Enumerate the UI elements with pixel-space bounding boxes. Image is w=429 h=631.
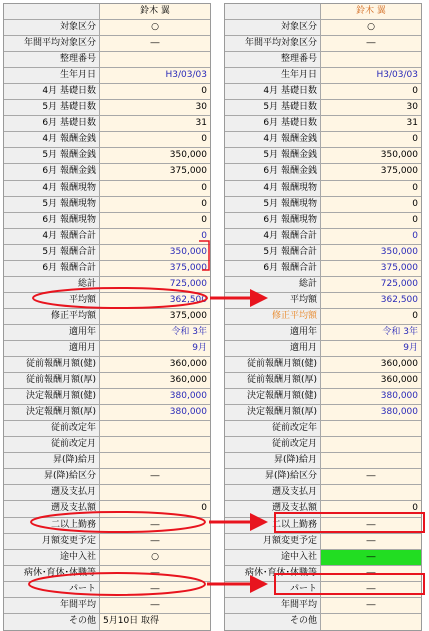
field-label: 決定報酬月額(厚) xyxy=(4,405,100,420)
field-label: 従前改定月 xyxy=(225,437,321,452)
field-row xyxy=(225,501,421,517)
field-value[interactable]: 725,000 xyxy=(321,277,421,292)
field-value[interactable]: 375,000 xyxy=(321,261,421,276)
field-label: 6月 報酬合計 xyxy=(225,261,321,276)
field-label: 5月 基礎日数 xyxy=(225,100,321,115)
field-value[interactable] xyxy=(100,421,210,436)
field-row xyxy=(4,100,210,116)
field-label: 適用年 xyxy=(4,325,100,340)
field-row xyxy=(4,550,210,566)
field-label: 4月 報酬金銭 xyxy=(225,132,321,147)
field-label: 6月 基礎日数 xyxy=(225,116,321,131)
field-value[interactable]: 0 xyxy=(100,197,210,212)
field-row xyxy=(4,68,210,84)
field-row xyxy=(4,148,210,164)
field-label: その他 xyxy=(4,614,100,630)
field-value[interactable]: ― xyxy=(100,518,210,533)
field-value[interactable]: ― xyxy=(100,598,210,613)
field-value[interactable]: 31 xyxy=(100,116,210,131)
field-row xyxy=(225,197,421,213)
field-label: 遡及支払額 xyxy=(225,501,321,516)
field-row xyxy=(225,373,421,389)
field-row xyxy=(4,132,210,148)
field-row xyxy=(225,229,421,245)
field-row xyxy=(225,293,421,309)
name-row-label xyxy=(4,4,100,19)
field-row xyxy=(4,598,210,614)
field-label: 修正平均額 xyxy=(4,309,100,324)
field-row xyxy=(4,245,210,261)
field-value[interactable]: 9月 xyxy=(100,341,210,356)
field-label: 従前報酬月額(健) xyxy=(225,357,321,372)
field-row xyxy=(225,68,421,84)
field-value[interactable]: ― xyxy=(100,36,210,51)
field-label: 平均額 xyxy=(4,293,100,308)
field-value[interactable]: 0 xyxy=(100,213,210,228)
field-row xyxy=(225,566,421,582)
field-row xyxy=(4,357,210,373)
field-label: 従前改定年 xyxy=(4,421,100,436)
field-value[interactable] xyxy=(321,437,421,452)
field-value[interactable]: ○ xyxy=(100,20,210,35)
field-label: 遡及支払額 xyxy=(4,501,100,516)
field-label: 5月 報酬現物 xyxy=(4,197,100,212)
left-employee-grid xyxy=(3,3,211,631)
field-row xyxy=(4,485,210,501)
field-row xyxy=(4,277,210,293)
field-row xyxy=(225,36,421,52)
field-value[interactable]: 350,000 xyxy=(100,245,210,260)
field-row xyxy=(225,277,421,293)
field-row xyxy=(4,229,210,245)
field-label: 4月 報酬合計 xyxy=(4,229,100,244)
field-label: 病休･育休･休職等 xyxy=(4,566,100,581)
field-label: 従前報酬月額(厚) xyxy=(4,373,100,388)
field-value[interactable]: 360,000 xyxy=(100,373,210,388)
field-value[interactable]: 5月10日 取得 xyxy=(100,614,210,630)
field-row xyxy=(225,437,421,453)
field-label: 昇(降)給区分 xyxy=(4,469,100,484)
field-label: 整理番号 xyxy=(4,52,100,67)
field-value[interactable]: 30 xyxy=(321,100,421,115)
field-value[interactable] xyxy=(321,614,421,630)
field-label: 二以上勤務 xyxy=(4,518,100,533)
field-label: 月額変更予定 xyxy=(4,534,100,549)
field-value[interactable]: 725,000 xyxy=(100,277,210,292)
field-value[interactable] xyxy=(321,52,421,67)
field-label: 従前報酬月額(厚) xyxy=(225,373,321,388)
field-value[interactable]: 30 xyxy=(100,100,210,115)
field-row xyxy=(225,341,421,357)
field-row xyxy=(4,373,210,389)
field-row xyxy=(225,181,421,197)
field-row xyxy=(225,100,421,116)
field-label: 遡及支払月 xyxy=(4,485,100,500)
field-label: 6月 報酬現物 xyxy=(4,213,100,228)
field-value[interactable]: 0 xyxy=(100,132,210,147)
field-row xyxy=(225,550,421,566)
field-row xyxy=(225,614,421,630)
field-row xyxy=(4,614,210,630)
field-label: 6月 報酬現物 xyxy=(225,213,321,228)
field-value[interactable]: 9月 xyxy=(321,341,421,356)
field-row xyxy=(225,325,421,341)
field-value[interactable]: 0 xyxy=(321,181,421,196)
field-row xyxy=(225,245,421,261)
field-label: 生年月日 xyxy=(225,68,321,83)
field-row xyxy=(4,36,210,52)
field-row xyxy=(225,518,421,534)
field-row xyxy=(225,582,421,598)
field-row xyxy=(4,534,210,550)
field-row xyxy=(4,181,210,197)
field-value[interactable]: 0 xyxy=(321,309,421,324)
field-label: その他 xyxy=(225,614,321,630)
field-label: パート xyxy=(225,582,321,597)
field-value[interactable]: 31 xyxy=(321,116,421,131)
field-label: 決定報酬月額(健) xyxy=(4,389,100,404)
field-value[interactable]: 375,000 xyxy=(100,261,210,276)
field-value[interactable]: ○ xyxy=(100,550,210,565)
field-label: 適用月 xyxy=(4,341,100,356)
field-value[interactable]: 0 xyxy=(100,501,210,516)
field-value[interactable] xyxy=(100,485,210,500)
field-label: 従前改定年 xyxy=(225,421,321,436)
field-label: 平均額 xyxy=(225,293,321,308)
field-row xyxy=(225,405,421,421)
field-row xyxy=(4,293,210,309)
field-row xyxy=(4,453,210,469)
field-value[interactable]: ― xyxy=(321,469,421,484)
field-value[interactable]: 0 xyxy=(321,501,421,516)
field-label: 6月 報酬合計 xyxy=(4,261,100,276)
field-label: 5月 報酬現物 xyxy=(225,197,321,212)
field-label: 年間平均 xyxy=(225,598,321,613)
field-label: 月額変更予定 xyxy=(225,534,321,549)
field-label: 二以上勤務 xyxy=(225,518,321,533)
field-label: 昇(降)給月 xyxy=(225,453,321,468)
field-row xyxy=(225,469,421,485)
field-value[interactable]: 0 xyxy=(321,229,421,244)
field-value[interactable]: 0 xyxy=(321,84,421,99)
field-row xyxy=(225,534,421,550)
field-row xyxy=(225,20,421,36)
field-value[interactable]: 令和 3年 xyxy=(100,325,210,340)
field-label: 決定報酬月額(健) xyxy=(225,389,321,404)
field-value[interactable]: 380,000 xyxy=(100,389,210,404)
field-value[interactable]: H3/03/03 xyxy=(100,68,210,83)
field-label: 病休･育休･休職等 xyxy=(225,566,321,581)
field-row xyxy=(225,52,421,68)
field-label: パート xyxy=(4,582,100,597)
field-label: 途中入社 xyxy=(4,550,100,565)
field-row xyxy=(225,598,421,614)
field-value[interactable]: 令和 3年 xyxy=(321,325,421,340)
field-label: 5月 基礎日数 xyxy=(4,100,100,115)
field-label: 適用年 xyxy=(225,325,321,340)
field-row xyxy=(225,84,421,100)
field-row xyxy=(225,309,421,325)
field-value[interactable]: ○ xyxy=(321,20,421,35)
field-row xyxy=(4,197,210,213)
field-value[interactable] xyxy=(100,52,210,67)
field-value[interactable]: 0 xyxy=(100,181,210,196)
field-row xyxy=(4,421,210,437)
field-row xyxy=(4,501,210,517)
field-value[interactable]: 350,000 xyxy=(321,148,421,163)
field-value[interactable]: 362,500 xyxy=(100,293,210,308)
field-row xyxy=(225,485,421,501)
field-row xyxy=(4,52,210,68)
field-value[interactable]: ― xyxy=(100,566,210,581)
field-label: 年間平均対象区分 xyxy=(4,36,100,51)
field-label: 昇(降)給月 xyxy=(4,453,100,468)
field-value[interactable]: ― xyxy=(321,534,421,549)
field-value[interactable]: H3/03/03 xyxy=(321,68,421,83)
field-value[interactable]: 375,000 xyxy=(321,164,421,179)
field-value[interactable] xyxy=(321,485,421,500)
field-row xyxy=(4,261,210,277)
field-label: 対象区分 xyxy=(4,20,100,35)
field-label: 6月 基礎日数 xyxy=(4,116,100,131)
right-employee-grid xyxy=(224,3,422,631)
field-row xyxy=(4,518,210,534)
field-label: 遡及支払月 xyxy=(225,485,321,500)
field-value[interactable]: 350,000 xyxy=(321,245,421,260)
field-value[interactable]: 350,000 xyxy=(100,148,210,163)
field-value[interactable]: ― xyxy=(100,582,210,597)
field-row xyxy=(4,213,210,229)
field-label: 従前改定月 xyxy=(4,437,100,452)
employee-name: 鈴木 翼 xyxy=(100,4,210,19)
field-value[interactable] xyxy=(321,421,421,436)
field-label: 総計 xyxy=(4,277,100,292)
field-row xyxy=(4,582,210,598)
field-value[interactable]: 0 xyxy=(100,84,210,99)
field-row xyxy=(225,116,421,132)
field-row xyxy=(4,325,210,341)
field-label: 従前報酬月額(健) xyxy=(4,357,100,372)
field-label: 5月 報酬金銭 xyxy=(225,148,321,163)
field-value[interactable]: 375,000 xyxy=(100,164,210,179)
field-value[interactable]: ― xyxy=(321,36,421,51)
field-value[interactable] xyxy=(100,453,210,468)
field-value[interactable]: 360,000 xyxy=(321,357,421,372)
field-row xyxy=(4,309,210,325)
field-value[interactable]: 0 xyxy=(321,197,421,212)
field-value[interactable]: 362,500 xyxy=(321,293,421,308)
field-row xyxy=(4,164,210,180)
field-label: 決定報酬月額(厚) xyxy=(225,405,321,420)
field-label: 4月 基礎日数 xyxy=(225,84,321,99)
field-label: 5月 報酬合計 xyxy=(225,245,321,260)
field-label: 総計 xyxy=(225,277,321,292)
field-row xyxy=(225,148,421,164)
field-row xyxy=(4,116,210,132)
field-label: 6月 報酬金銭 xyxy=(4,164,100,179)
field-value[interactable]: 360,000 xyxy=(100,357,210,372)
field-label: 生年月日 xyxy=(4,68,100,83)
employee-name: 鈴木 翼 xyxy=(321,4,421,19)
field-row xyxy=(4,437,210,453)
field-label: 途中入社 xyxy=(225,550,321,565)
field-value[interactable]: ― xyxy=(321,566,421,581)
field-label: 4月 報酬金銭 xyxy=(4,132,100,147)
field-row xyxy=(4,566,210,582)
field-value[interactable]: 380,000 xyxy=(321,405,421,420)
field-value[interactable]: 380,000 xyxy=(100,405,210,420)
field-row xyxy=(4,469,210,485)
field-label: 昇(降)給区分 xyxy=(225,469,321,484)
field-value[interactable]: ― xyxy=(321,550,421,565)
field-row xyxy=(225,389,421,405)
field-row xyxy=(225,164,421,180)
field-label: 4月 報酬現物 xyxy=(225,181,321,196)
field-value[interactable]: ― xyxy=(100,469,210,484)
field-value[interactable]: 0 xyxy=(321,213,421,228)
field-label: 年間平均対象区分 xyxy=(225,36,321,51)
field-row xyxy=(4,405,210,421)
field-row xyxy=(4,84,210,100)
name-row-label xyxy=(225,4,321,19)
field-row xyxy=(225,453,421,469)
field-label: 年間平均 xyxy=(4,598,100,613)
field-value[interactable]: 360,000 xyxy=(321,373,421,388)
field-row xyxy=(225,261,421,277)
field-label: 対象区分 xyxy=(225,20,321,35)
field-value[interactable]: 0 xyxy=(321,132,421,147)
field-value[interactable] xyxy=(321,453,421,468)
field-row xyxy=(225,357,421,373)
name-row xyxy=(225,4,421,20)
field-value[interactable]: ― xyxy=(100,534,210,549)
field-value[interactable] xyxy=(100,437,210,452)
field-label: 4月 基礎日数 xyxy=(4,84,100,99)
name-row xyxy=(4,4,210,20)
field-label: 5月 報酬合計 xyxy=(4,245,100,260)
field-value[interactable]: 0 xyxy=(100,229,210,244)
field-value[interactable]: ― xyxy=(321,582,421,597)
field-label: 4月 報酬合計 xyxy=(225,229,321,244)
field-label: 修正平均額 xyxy=(225,309,321,324)
field-label: 4月 報酬現物 xyxy=(4,181,100,196)
field-label: 整理番号 xyxy=(225,52,321,67)
field-row xyxy=(4,20,210,36)
field-label: 5月 報酬金銭 xyxy=(4,148,100,163)
field-label: 適用月 xyxy=(225,341,321,356)
field-value[interactable]: ― xyxy=(321,518,421,533)
field-row xyxy=(225,421,421,437)
field-value[interactable]: 375,000 xyxy=(100,309,210,324)
field-label: 6月 報酬金銭 xyxy=(225,164,321,179)
field-row xyxy=(4,341,210,357)
field-row xyxy=(225,213,421,229)
field-value[interactable]: 380,000 xyxy=(321,389,421,404)
field-row xyxy=(225,132,421,148)
field-row xyxy=(4,389,210,405)
field-value[interactable]: ― xyxy=(321,598,421,613)
